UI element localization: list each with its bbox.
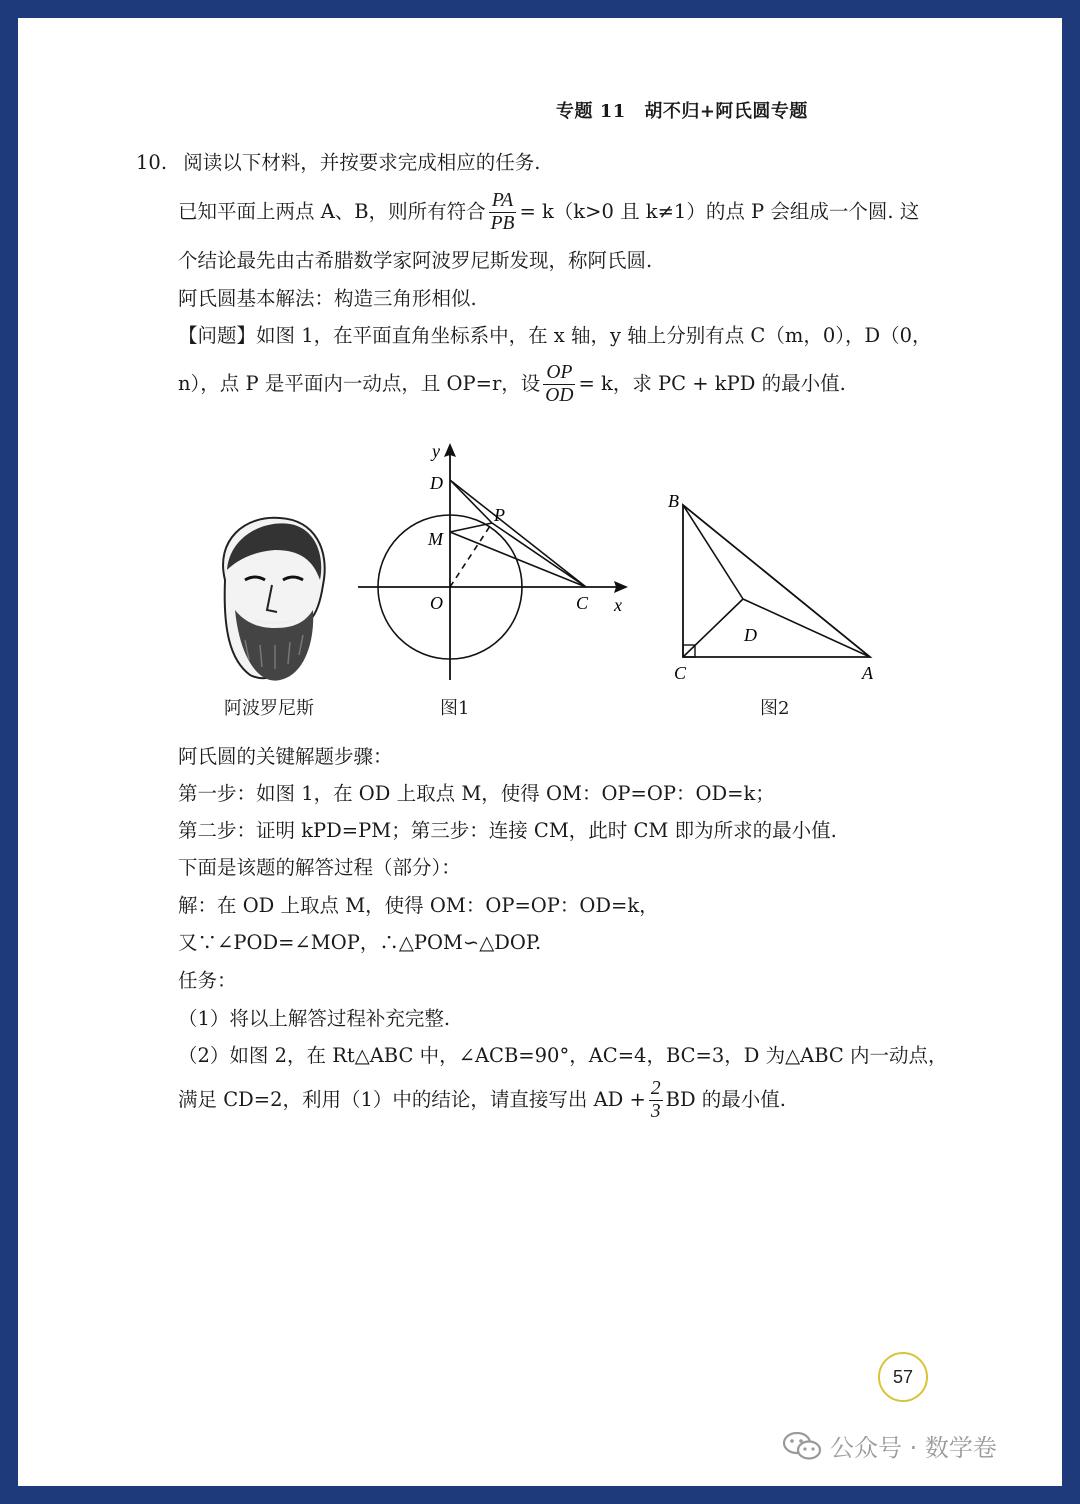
fraction-op-od (543, 362, 575, 407)
task-title: 任务： (178, 969, 237, 992)
label-a: A (862, 663, 873, 683)
p1-text-b: = k（k>0 且 k≠1）的点 P 会组成一个圆. 这 (519, 200, 920, 223)
fraction-denominator: OD (545, 385, 574, 406)
task-3 (178, 1078, 786, 1123)
step-1: 第一步：如图 1，在 OD 上取点 M，使得 OM：OP=OP：OD=k； (178, 782, 775, 805)
fraction-denominator: PB (490, 213, 515, 234)
problem-intro (136, 150, 540, 176)
figure-2 (660, 485, 890, 685)
label-c: C (674, 663, 687, 683)
watermark (782, 1428, 997, 1463)
task-2: （2）如图 2，在 Rt△ABC 中，∠ACB=90°，AC=4，BC=3，D 为△ABC 内一动点， (178, 1044, 948, 1067)
label-m: M (428, 529, 443, 549)
fraction-numerator: 2 (650, 1078, 661, 1099)
triangle-abc (683, 505, 870, 657)
label-d: D (744, 625, 757, 645)
segment-mp (450, 523, 492, 532)
p5-text-a: n），点 P 是平面内一动点，且 OP=r，设 (178, 372, 541, 395)
figure-1 (350, 435, 640, 685)
page (18, 18, 1062, 1486)
solution-line-1: 解：在 OD 上取点 M，使得 OM：OP=OP：OD=k， (178, 894, 659, 917)
steps-title: 阿氏圆的关键解题步骤： (178, 745, 393, 768)
fraction-pa-pb (489, 190, 517, 235)
label-p: P (494, 505, 505, 525)
watermark-text: 公众号 · 数学卷 (830, 1434, 997, 1462)
step-2: 第二步：证明 kPD=PM；第三步：连接 CM，此时 CM 即为所求的最小值. (178, 819, 837, 842)
problem-intro-text: 阅读以下材料，并按要求完成相应的任务. (183, 151, 541, 174)
caption-fig1: 图1 (440, 698, 470, 719)
paragraph-5 (178, 362, 846, 407)
task3-text-b: BD 的最小值. (665, 1088, 786, 1111)
task3-text-a: 满足 CD=2，利用（1）中的结论，请直接写出 AD + (178, 1088, 646, 1111)
problem-number: 10. (136, 151, 168, 174)
paragraph-4: 【问题】如图 1，在平面直角坐标系中，在 x 轴，y 轴上分别有点 C（m，0），D（0， (178, 324, 932, 347)
p1-text-a: 已知平面上两点 A、B，则所有符合 (178, 200, 486, 223)
page-header: 专题 11 胡不归+阿氏圆专题 (556, 101, 808, 122)
caption-portrait: 阿波罗尼斯 (224, 698, 314, 719)
solution-line-2: 又∵∠POD=∠MOP，∴△POM∽△DOP. (178, 931, 542, 954)
fraction-numerator: PA (489, 190, 517, 213)
paragraph-2: 个结论最先由古希腊数学家阿波罗尼斯发现，称阿氏圆. (178, 249, 653, 272)
label-y: y (432, 441, 440, 461)
wechat-icon (782, 1430, 822, 1462)
segment-ad (743, 599, 870, 657)
solution-title: 下面是该题的解答过程（部分）： (178, 856, 461, 879)
fraction-denominator: 3 (650, 1101, 661, 1122)
label-o: O (430, 593, 443, 613)
x-axis-arrow (614, 581, 628, 593)
segment-dp (450, 480, 492, 523)
paragraph-3: 阿氏圆基本解法：构造三角形相似. (178, 287, 477, 310)
fraction-numerator: OP (543, 362, 575, 385)
page-number: 57 (878, 1352, 928, 1402)
segment-bd (683, 505, 743, 599)
segment-cd (683, 599, 743, 657)
label-c: C (576, 593, 589, 613)
label-x: x (614, 595, 622, 615)
paragraph-1 (178, 190, 919, 235)
caption-fig2: 图2 (760, 698, 790, 719)
label-d: D (430, 473, 443, 493)
segment-op-dashed (450, 523, 492, 587)
label-b: B (668, 491, 679, 511)
p5-text-b: = k，求 PC + kPD 的最小值. (578, 372, 846, 395)
y-axis-arrow (444, 443, 456, 457)
segment-dc (450, 480, 586, 587)
fraction-two-thirds (649, 1078, 663, 1123)
apollonius-portrait (205, 510, 340, 690)
task-1: （1）将以上解答过程补充完整. (178, 1007, 451, 1030)
